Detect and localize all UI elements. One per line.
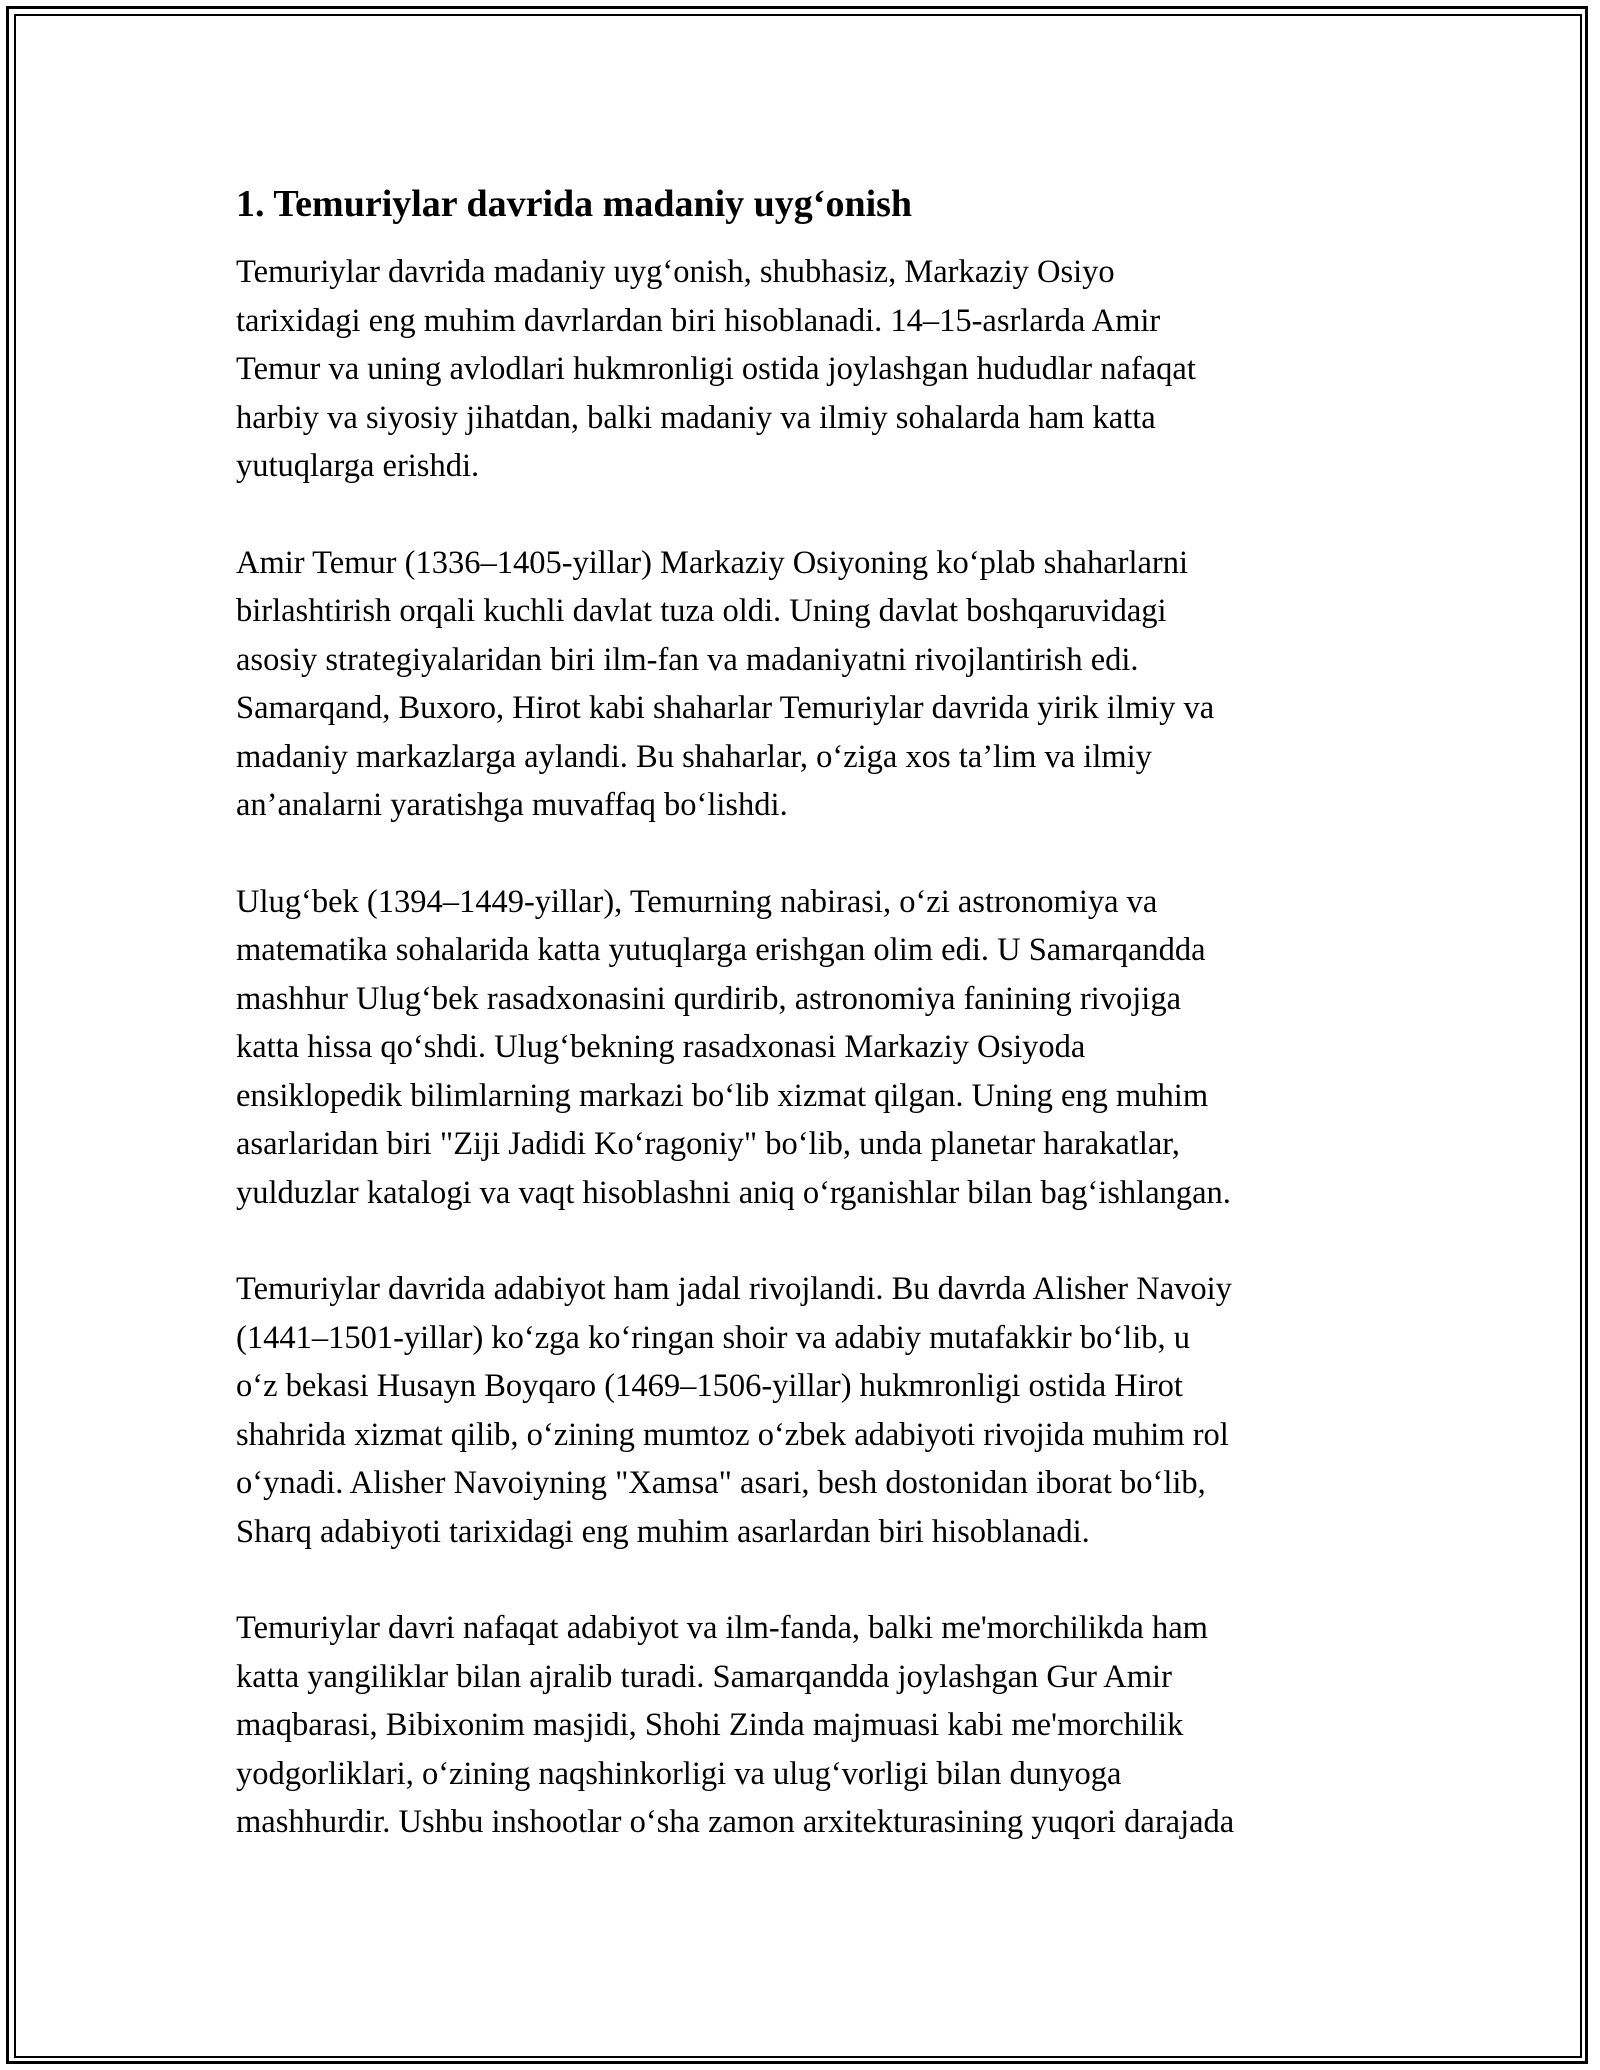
text-line: Sharq adabiyoti tarixidagi eng muhim asarlardan biri hisoblanadi. — [236, 1513, 1090, 1550]
text-line: Temuriylar davrida madaniy uyg‘onish, shubhasiz, Markaziy Osiyo — [236, 254, 1115, 290]
text-line: katta hissa qo‘shdi. Ulug‘bekning rasadxonasi Markaziy Osiyoda — [236, 1029, 1086, 1065]
text-line: madaniy markazlarga aylandi. Bu shaharlar, o‘ziga xos ta’lim va ilmiy — [236, 738, 1152, 775]
text-line: tarixidagi eng muhim davrlardan biri hisoblanadi. 14–15-asrlarda Amir — [236, 302, 1161, 339]
text-line: yutuqlarga erishdi. — [236, 448, 480, 484]
section-heading: 1. Temuriylar davrida madaniy uyg‘onish — [236, 183, 913, 225]
text-line: o‘ynadi. Alisher Navoiyning "Xamsa" asari, besh dostonidan iborat bo‘lib, — [236, 1465, 1206, 1501]
text-line: maqbarasi, Bibixonim masjidi, Shohi Zinda majmuasi kabi me'morchilik — [236, 1707, 1184, 1743]
text-line: o‘z bekasi Husayn Boyqaro (1469–1506-yillar) hukmronligi ostida Hirot — [236, 1368, 1183, 1404]
text-line: an’analarni yaratishga muvaffaq bo‘lishdi. — [236, 787, 788, 823]
text-line: yodgorliklari, o‘zining naqshinkorligi va ulug‘vorligi bilan dunyoga — [236, 1755, 1122, 1792]
text-line: mashhurdir. Ushbu inshootlar o‘sha zamon arxitekturasining yuqori darajada — [236, 1804, 1235, 1840]
text-line: (1441–1501-yillar) ko‘zga ko‘ringan shoir va adabiy mutafakkir bo‘lib, u — [236, 1319, 1190, 1356]
text-line: matematika sohalarida katta yutuqlarga erishgan olim edi. U Samarqandda — [236, 932, 1206, 968]
text-line: shahrida xizmat qilib, o‘zining mumtoz o‘zbek adabiyoti rivojida muhim rol — [236, 1416, 1229, 1453]
text-line: Ulug‘bek (1394–1449-yillar), Temurning nabirasi, o‘zi astronomiya va — [236, 883, 1158, 920]
text-line: asarlaridan biri "Ziji Jadidi Ko‘ragoniy" bo‘lib, unda planetar harakatlar, — [236, 1126, 1180, 1162]
paragraph-architecture — [236, 1604, 1396, 1847]
text-line: birlashtirish orqali kuchli davlat tuza oldi. Uning davlat boshqaruvidagi — [236, 593, 1167, 629]
text-line: asosiy strategiyalaridan biri ilm-fan va madaniyatni rivojlantirish edi. — [236, 641, 1139, 678]
text-line: Amir Temur (1336–1405-yillar) Markaziy Osiyoning ko‘plab shaharlarni — [236, 544, 1189, 581]
text-line: Samarqand, Buxoro, Hirot kabi shaharlar Temuriylar davrida yirik ilmiy va — [236, 690, 1215, 726]
text-line: ensiklopedik bilimlarning markazi bo‘lib xizmat qilgan. Uning eng muhim — [236, 1077, 1209, 1114]
text-line: mashhur Ulug‘bek rasadxonasini qurdirib, astronomiya fanining rivojiga — [236, 980, 1182, 1017]
paragraph-amir-temur — [236, 539, 1396, 830]
text-line: Temur va uning avlodlari hukmronligi ostida joylashgan hududlar nafaqat — [236, 351, 1196, 387]
text-line: Temuriylar davrida adabiyot ham jadal rivojlandi. Bu davrda Alisher Navoiy — [236, 1271, 1232, 1307]
text-line: harbiy va siyosiy jihatdan, balki madaniy va ilmiy sohalarda ham katta — [236, 399, 1156, 436]
document-body — [236, 180, 1396, 1895]
paragraph-intro — [236, 248, 1396, 491]
text-line: yulduzlar katalogi va vaqt hisoblashni aniq o‘rganishlar bilan bag‘ishlangan. — [236, 1174, 1231, 1211]
paragraph-ulugbek — [236, 878, 1396, 1218]
text-line: katta yangiliklar bilan ajralib turadi. Samarqandda joylashgan Gur Amir — [236, 1658, 1172, 1695]
paragraph-literature — [236, 1265, 1396, 1556]
text-line: Temuriylar davri nafaqat adabiyot va ilm-fanda, balki me'morchilikda ham — [236, 1610, 1208, 1646]
